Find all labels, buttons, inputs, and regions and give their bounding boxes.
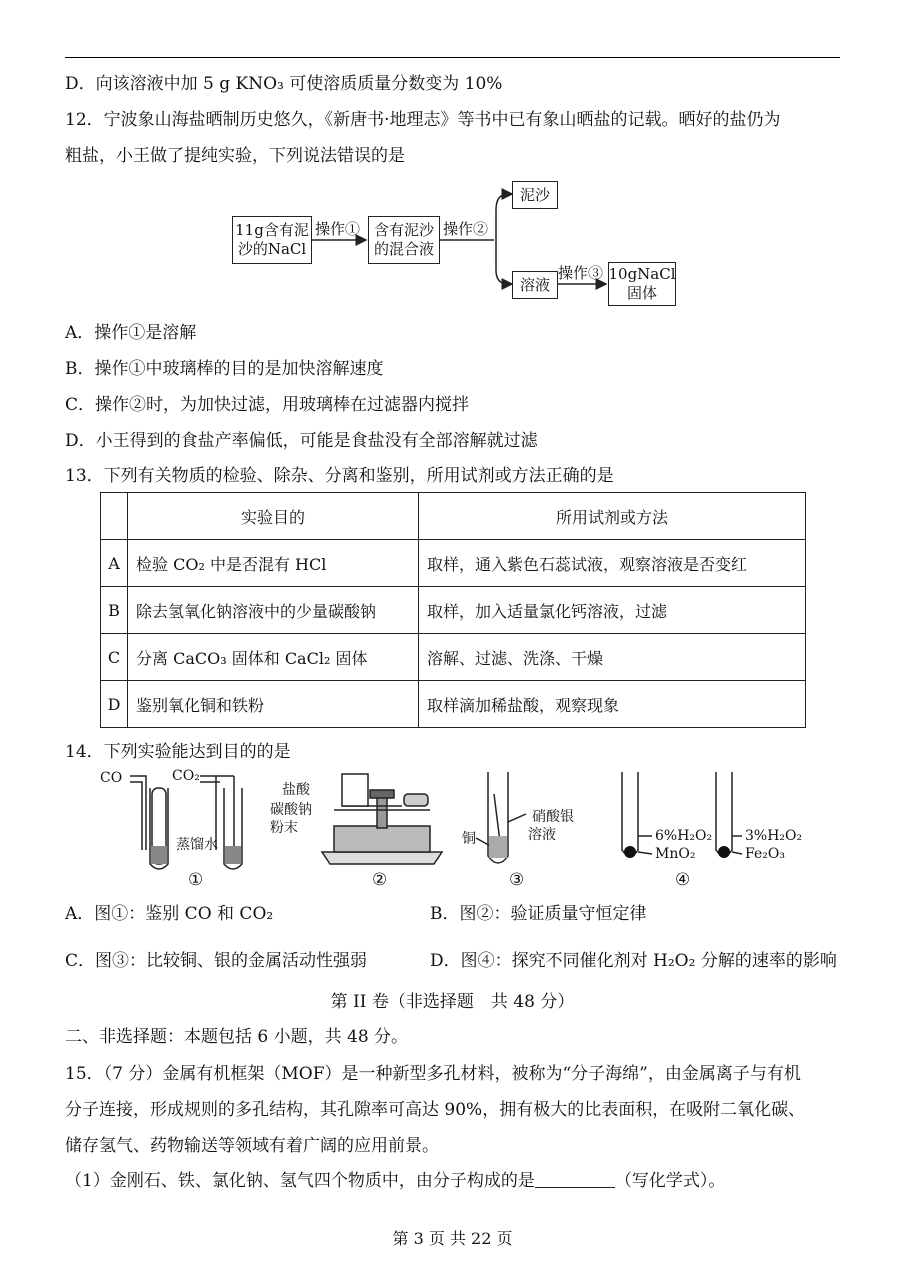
table-row [101, 681, 806, 728]
q12-option-c: C．操作②时，为加快过滤，用玻璃棒在过滤器内搅拌 [65, 395, 470, 415]
flow-box-mixture: 含有泥沙的混合液 [368, 216, 440, 264]
q14-option-b: B．图②：验证质量守恒定律 [430, 904, 647, 924]
fig4-h2o2-6-label: 6%H₂O₂ [655, 828, 713, 844]
table-header-blank [101, 493, 128, 540]
part2-title: 第 II 卷（非选择题 共 48 分） [330, 992, 575, 1012]
fig3-copper-label: 铜 [462, 831, 476, 847]
q14-option-c: C．图③：比较铜、银的金属活动性强弱 [65, 951, 368, 971]
table-header-purpose: 实验目的 [128, 493, 419, 540]
row-method: 取样，通入紫色石蕊试液，观察溶液是否变红 [419, 540, 806, 587]
flow-box-crude-salt: 11g含有泥沙的NaCl [232, 216, 312, 264]
q14-option-d: D．图④：探究不同催化剂对 H₂O₂ 分解的速率的影响 [430, 951, 837, 971]
fig4-mno2-label: MnO₂ [655, 846, 696, 862]
row-key: C [101, 634, 128, 681]
part2-intro: 二、非选择题：本题包括 6 小题，共 48 分。 [65, 1027, 409, 1047]
fig3-solution-label-1: 硝酸银 [532, 809, 574, 825]
row-key: B [101, 587, 128, 634]
q15-sub1-text: （1）金刚石、铁、氯化钠、氢气四个物质中，由分子构成的是 [65, 1171, 535, 1191]
fig4-fe2o3-dot [718, 846, 730, 858]
q15-sub1 [65, 1170, 725, 1192]
row-method: 取样滴加稀盐酸，观察现象 [419, 681, 806, 728]
table-header-row [101, 493, 806, 540]
table-row [101, 540, 806, 587]
row-purpose: 鉴别氧化铜和铁粉 [128, 681, 419, 728]
q12-stem-line1: 12．宁波象山海盐晒制历史悠久，《新唐书·地理志》等书中已有象山晒盐的记载。晒好的盐仍为 [65, 110, 781, 130]
table-row [101, 587, 806, 634]
q15-line3: 储存氢气、药物输送等领域有着广阔的应用前景。 [65, 1136, 439, 1156]
fig1-number: ① [188, 870, 204, 890]
q15-sub1-hint: （写化学式）。 [614, 1171, 726, 1191]
fig2-number: ② [372, 870, 388, 890]
fig1-water-label: 蒸馏水 [176, 837, 218, 853]
fig4-fe2o3-label: Fe₂O₃ [745, 846, 785, 862]
flow-arrows [0, 0, 905, 320]
table-header-method: 所用试剂或方法 [419, 493, 806, 540]
flow-op1-label: 操作① [315, 220, 361, 238]
row-method: 取样，加入适量氯化钙溶液，过滤 [419, 587, 806, 634]
q13-table [100, 492, 806, 728]
fig1-co-label: CO [100, 770, 123, 786]
table-row [101, 634, 806, 681]
q12-option-a: A．操作①是溶解 [65, 323, 197, 343]
q11-option-d: D．向该溶液中加 5 g KNO₃ 可使溶质质量分数变为 10% [65, 74, 503, 94]
flow-op2-label: 操作② [443, 220, 489, 238]
fig2-powder-label-2: 粉末 [270, 820, 298, 836]
q12-option-d: D．小王得到的食盐产率偏低，可能是食盐没有全部溶解就过滤 [65, 431, 538, 451]
row-key: D [101, 681, 128, 728]
row-purpose: 检验 CO₂ 中是否混有 HCl [128, 540, 419, 587]
fig3-number: ③ [509, 870, 525, 890]
q12-option-b: B．操作①中玻璃棒的目的是加快溶解速度 [65, 359, 384, 379]
fig4-mno2-dot [624, 846, 636, 858]
flow-box-nacl-solid: 10gNaCl固体 [608, 262, 676, 306]
row-method: 溶解、过滤、洗涤、干燥 [419, 634, 806, 681]
row-purpose: 分离 CaCO₃ 固体和 CaCl₂ 固体 [128, 634, 419, 681]
fig2-acid-label: 盐酸 [282, 782, 310, 798]
q14-option-a: A．图①：鉴别 CO 和 CO₂ [65, 904, 274, 924]
row-purpose: 除去氢氧化钠溶液中的少量碳酸钠 [128, 587, 419, 634]
fig3-solution [489, 836, 507, 858]
q14-stem: 14．下列实验能达到目的的是 [65, 742, 291, 762]
fig2-balance [322, 774, 442, 864]
flow-box-solution: 溶液 [512, 271, 558, 299]
row-key: A [101, 540, 128, 587]
flow-box-sand: 泥沙 [512, 181, 558, 209]
q12-stem-line2: 粗盐，小王做了提纯实验，下列说法错误的是 [65, 146, 405, 166]
page-footer: 第 3 页 共 22 页 [392, 1229, 513, 1248]
q15-line1: 15．（7 分）金属有机框架（MOF）是一种新型多孔材料，被称为“分子海绵”，由金属离子与有机 [65, 1064, 801, 1084]
fig4-h2o2-3-label: 3%H₂O₂ [745, 828, 803, 844]
q15-answer-blank[interactable] [535, 1171, 615, 1188]
q13-stem: 13．下列有关物质的检验、除杂、分离和鉴别，所用试剂或方法正确的是 [65, 466, 614, 486]
fig4-number: ④ [675, 870, 691, 890]
flow-op3-label: 操作③ [558, 264, 604, 282]
q15-line2: 分子连接，形成规则的多孔结构，其孔隙率可高达 90%，拥有极大的比表面积，在吸附二氧化碳、 [65, 1100, 806, 1120]
fig2-powder-label-1: 碳酸钠 [270, 802, 312, 818]
fig3-solution-label-2: 溶液 [528, 827, 556, 843]
fig1-co2-label: CO₂ [172, 768, 200, 784]
q14-apparatus-figures [90, 766, 830, 876]
